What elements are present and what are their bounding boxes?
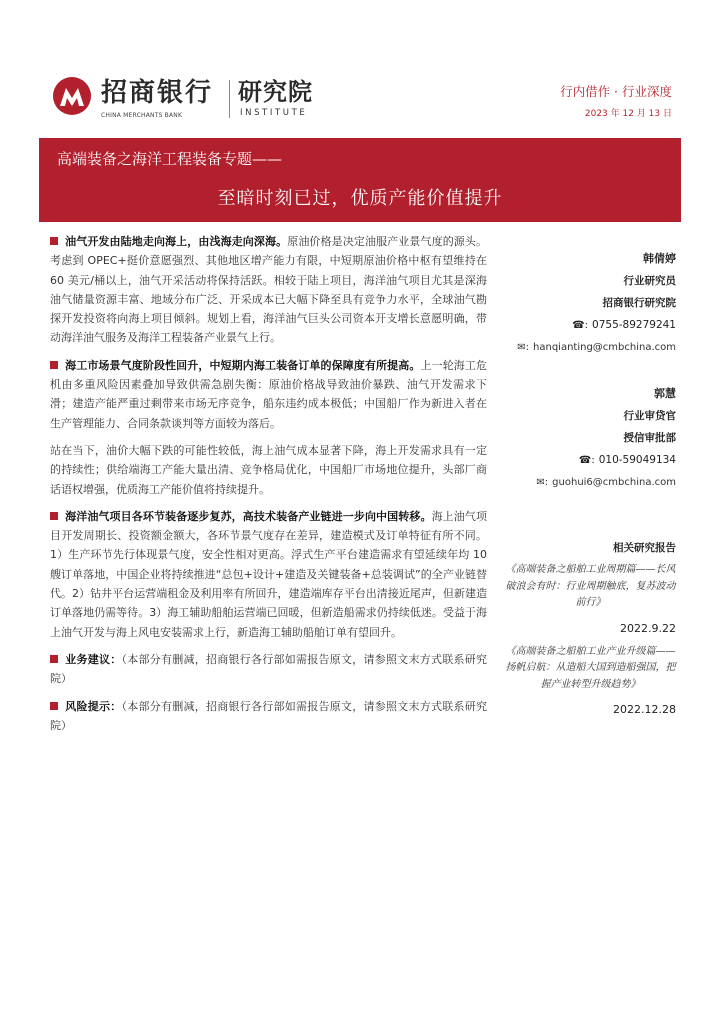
related-report-date: 2022.9.22 (620, 621, 676, 635)
related-reports-heading: 相关研究报告 (613, 542, 676, 554)
paragraph-text: 上一轮海工危机由多重风险因素叠加导致供需急剧失衡：原油价格战导致油价暴跌、油气开发需求下滑；建造产能严重过剩带来市场无序竞争，船东违约成本极低；中国船厂作为新进入者在生产管理能力、合同条款谈判等方面较为落后。 (50, 358, 488, 430)
analyst-email[interactable]: hanqianting@cmbchina.com (533, 342, 676, 353)
analyst-phone: 0755-89279241 (592, 319, 676, 331)
analyst-name: 韩倩婷 (643, 252, 676, 265)
analyst-name: 郭慧 (654, 387, 676, 400)
bullet-square-icon (50, 237, 58, 245)
bank-name-cn: 招商银行 (101, 78, 214, 108)
paragraph-lead: 海工市场景气度阶段性回升，中短期内海工装备订单的保障度有所提高。 (65, 358, 421, 372)
paragraph-text: （本部分有删减，招商银行各行部如需报告原文，请参照文末方式联系研究院） (50, 652, 487, 686)
paragraph (50, 650, 487, 689)
report-type: 行内借作 · 行业深度 (560, 84, 672, 99)
analyst-email-row (505, 337, 676, 359)
phone-icon: ☎: (572, 320, 589, 331)
analyst-phone-row (505, 314, 676, 337)
cmb-logo-icon (52, 76, 92, 116)
main-content (50, 232, 487, 743)
paragraph (50, 356, 487, 433)
paragraph (50, 507, 487, 642)
analyst-org: 授信审批部 (623, 432, 676, 444)
analyst-role: 行业审贷官 (623, 410, 676, 422)
bullet-square-icon (50, 655, 58, 663)
paragraph-text: 站在当下，油价大幅下跌的可能性较低，海上油气成本显著下降，海上开发需求具有一定的持续性；供给端海工产能大量出清、竞争格局优化，中国船厂市场地位提升，头部厂商话语权增强，优质海工产能价值将持续提升。 (50, 443, 487, 496)
related-report-date: 2022.12.28 (613, 703, 676, 716)
sidebar (505, 232, 676, 725)
paragraph (50, 441, 487, 499)
bullet-square-icon (50, 512, 58, 520)
report-date: 2023 年 12 月 13 日 (584, 109, 672, 119)
paragraph-lead: 风险提示： (65, 699, 122, 713)
analyst-role: 行业研究员 (623, 275, 676, 287)
report-title: 至暗时刻已过，优质产能价值提升 (217, 188, 503, 209)
bank-name-en: CHINA MERCHANTS BANK (101, 112, 183, 119)
institute-name-en: INSTITUTE (240, 108, 308, 118)
institute-name-cn: 研究院 (238, 77, 313, 106)
analyst-phone-row (505, 449, 676, 472)
paragraph-text: 海上油气项目开发周期长、投资额金额大，各环节景气度存在差异，建造模式及订单特征有所不同。1）生产环节先行体现景气度，安全性相对更高。浮式生产平台建造需求有望延续年均 10 艘订单落地，中国企业将持续推进“总包+设计+建造及关键装备+总装调试”的全产业链替代。2）钻井平台运营端租金及利用率有所回升，建造端库存平台出清接近尾声，但新建造订单落地仍需等待。3）海工辅助船舶运营端已回暖，但新造船需求仍持续低迷。受益于海上油气开发与海上风电安装需求上行，新造海工辅助船舶订单有望回升。 (50, 509, 487, 639)
logo-divider (229, 80, 230, 118)
mail-icon: ✉: (517, 342, 530, 353)
analyst-email-row (505, 472, 676, 494)
related-report-title[interactable]: 《高端装备之船舶工业周期篇——长风破浪会有时：行业周期触底，复苏波动前行》 (505, 564, 676, 608)
paragraph-text: 原油价格是决定油服产业景气度的源头。考虑到 OPEC+挺价意愿强烈、其他地区增产能力有限，中短期原油价格中枢有望维持在 60 美元/桶以上，油气开采活动将保持活跃。相较于陆上项目，海洋油气项目尤其是深海油气储量资源丰富、地域分布广泛、开采成本已大幅下降至具有竞争力水平，全球油气勘探开发投资将向海上项目倾斜。规划上看，海洋油气巨头公司资本开支增长意愿明确，带动海洋油气服务及海洋工程装备产业景气上行。 (50, 235, 488, 345)
paragraph (50, 232, 487, 348)
paragraph-text: （本部分有删减，招商银行各行部如需报告原文，请参照文末方式联系研究院） (50, 699, 487, 732)
phone-icon: ☎: (578, 455, 595, 466)
analyst-email[interactable]: guohui6@cmbchina.com (552, 477, 676, 488)
paragraph-lead: 油气开发由陆地走向海上，由浅海走向深海。 (65, 235, 288, 248)
paragraph-lead: 业务建议： (65, 652, 122, 666)
related-report-title[interactable]: 《高端装备之船舶工业产业升级篇——扬帆启航：从造船大国到造船强国，把握产业转型升级趋势》 (505, 645, 676, 690)
bullet-square-icon (50, 361, 58, 369)
mail-icon: ✉: (536, 477, 549, 488)
banner-subtitle: 高端装备之海洋工程装备专题—— (57, 150, 283, 168)
bullet-square-icon (50, 702, 58, 710)
paragraph-lead: 海洋油气项目各环节装备逐步复苏，高技术装备产业链进一步向中国转移。 (65, 509, 432, 523)
analyst-phone: 010-59049134 (598, 454, 676, 466)
analyst-org: 招商银行研究院 (602, 297, 676, 309)
paragraph (50, 697, 487, 736)
